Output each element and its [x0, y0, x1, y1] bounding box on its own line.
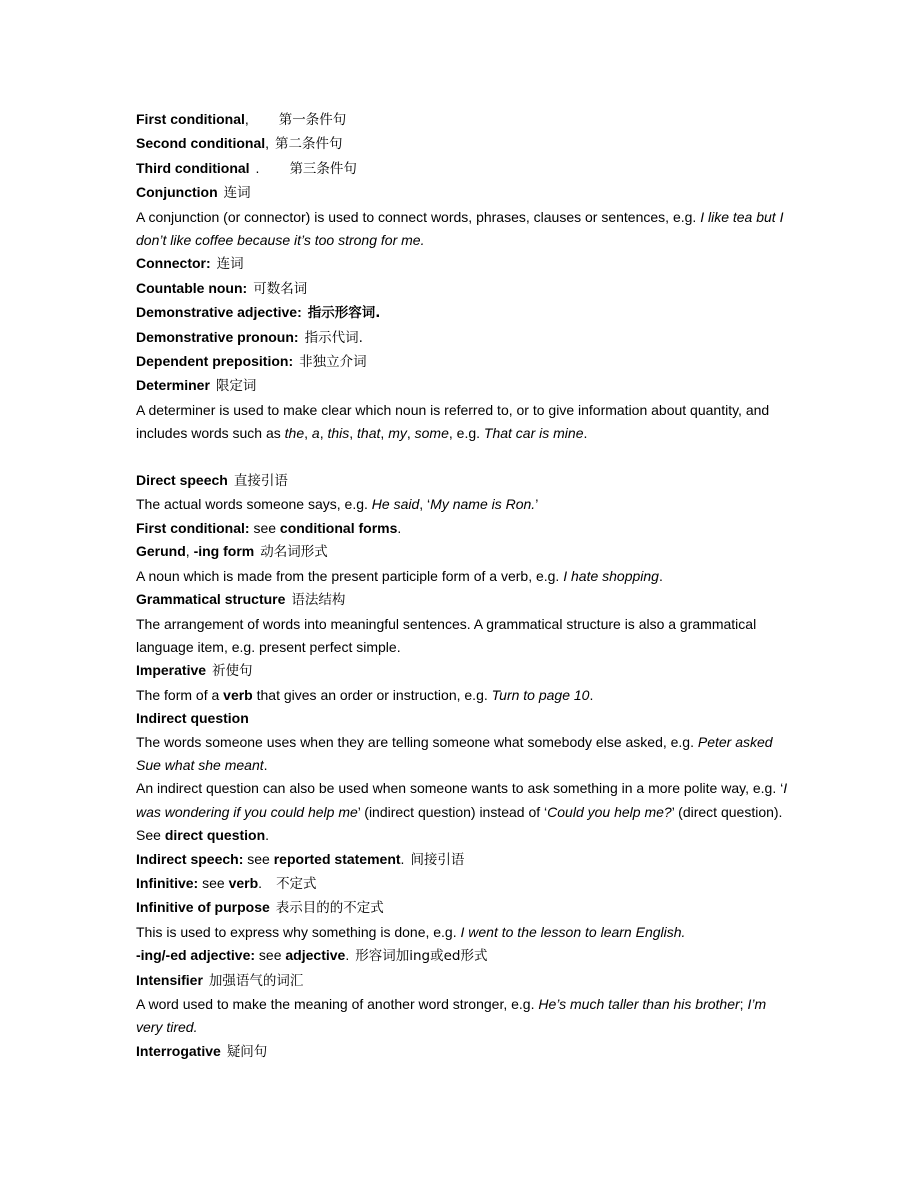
- definition-imperative: The form of a verb that gives an order or instruction, e.g. Turn to page 10.: [136, 686, 594, 703]
- definition-text: that gives an order or instruction, e.g.: [252, 686, 492, 703]
- definition-text: A determiner is used to make clear which noun is referred to, or to give information about quantity, and includes words such as: [136, 401, 770, 442]
- definition-indirect-question-2: [136, 777, 796, 824]
- definition-text: The form of a: [136, 686, 224, 703]
- term: Second conditional: [136, 135, 266, 152]
- entry-infinitive: Infinitive: see verb. 不定式: [136, 874, 317, 892]
- term: Indirect speech:: [136, 850, 244, 867]
- entry-direct-speech: [136, 469, 796, 493]
- definition-text: A noun which is made from the present participle form of a verb, e.g.: [136, 567, 564, 584]
- example: I hate shopping: [563, 567, 659, 584]
- cross-reference: verb: [223, 686, 253, 703]
- term: Connector:: [136, 255, 211, 272]
- entry-demonstrative-adjective: [136, 301, 796, 325]
- example: I’m very tired.: [136, 996, 767, 1036]
- definition-infinitive-of-purpose: [136, 921, 796, 944]
- translation: 动名词形式: [260, 544, 328, 561]
- definition-text: A word used to make the meaning of another word stronger, e.g.: [136, 996, 539, 1013]
- entry-third-conditional: [136, 157, 796, 181]
- term: Imperative: [136, 662, 207, 679]
- term: Gerund: [136, 543, 186, 560]
- example-word: my: [388, 425, 407, 442]
- example: Turn to page 10: [491, 686, 590, 703]
- punct: .: [255, 159, 260, 176]
- term: Interrogative: [136, 1042, 221, 1059]
- entry-intensifier: [136, 969, 796, 993]
- term: Countable noun:: [136, 279, 248, 296]
- term: -ing form: [193, 543, 255, 560]
- translation: 非独立介词: [299, 354, 367, 371]
- entry-grammatical-structure: [136, 588, 796, 612]
- translation: 语法结构: [291, 592, 346, 609]
- entry-first-conditional-see: First conditional: see conditional forms.: [136, 519, 402, 536]
- definition-text: The actual words someone says, e.g.: [136, 496, 372, 513]
- example-word: some: [414, 425, 449, 442]
- definition-text: This is used to express why something is done, e.g.: [136, 923, 461, 940]
- example: Could you help me?: [547, 803, 672, 820]
- translation: 限定词: [215, 378, 257, 395]
- term: Conjunction: [136, 184, 218, 201]
- translation: 疑问句: [226, 1043, 268, 1060]
- definition-text: The arrangement of words into meaningful sentences. A grammatical structure is also a grammatical language item, e.g. present perfect simple.: [136, 615, 757, 655]
- see-text: see: [255, 947, 286, 964]
- term: Demonstrative pronoun:: [136, 328, 299, 345]
- entry-indirect-speech: Indirect speech: see reported statement. 间接引语: [136, 850, 465, 868]
- example: He said: [371, 496, 420, 513]
- entry-determiner: [136, 374, 796, 398]
- term: Demonstrative adjective:: [136, 304, 302, 321]
- punct: ,: [244, 111, 249, 127]
- definition-text: ’ (indirect question) instead of ‘: [357, 803, 548, 820]
- cross-reference: reported statement: [273, 850, 401, 867]
- translation: 第二条件句: [275, 136, 343, 153]
- term: Infinitive:: [136, 874, 199, 891]
- example: My name is Ron.: [430, 496, 536, 513]
- definition-intensifier: A word used to make the meaning of another word stronger, e.g. He’s much taller than his brother; I’m very tired.: [136, 996, 767, 1036]
- cross-reference: conditional forms: [279, 519, 398, 536]
- cross-reference: adjective: [285, 947, 346, 964]
- example: That car is mine: [483, 425, 584, 442]
- entry-demonstrative-pronoun: [136, 326, 796, 350]
- see-text: see: [249, 519, 280, 536]
- definition-text: ’ (direct question).: [671, 803, 783, 820]
- term: Grammatical structure: [136, 591, 286, 608]
- definition-text: An indirect question can also be used when someone wants to ask something in a more polite way, e.g. ‘: [136, 780, 784, 797]
- translation: 直接引语: [233, 473, 288, 490]
- translation: 形容词加ing或ed形式: [355, 948, 488, 965]
- example: ’s much taller than his brother: [556, 996, 740, 1013]
- spacer: [136, 446, 796, 469]
- definition-determiner: A determiner is used to make clear which noun is referred to, or to give information about quantity, and includes words such as the, a, this, that, my, some, e.g. That car is mine.: [136, 401, 770, 442]
- translation: 第三条件句: [289, 160, 357, 177]
- example-word: the: [284, 425, 305, 442]
- definition-text: A conjunction (or connector) is used to connect words, phrases, clauses or sentences, e.g.: [136, 208, 701, 225]
- translation: 指示代词.: [304, 329, 363, 346]
- translation: 加强语气的词汇: [208, 972, 304, 989]
- entry-first-conditional: [136, 108, 796, 132]
- example: I went to the lesson to learn English.: [460, 923, 686, 940]
- example: I like tea but I don’t like coffee because it’s too strong for me.: [136, 208, 784, 249]
- translation: 间接引语: [410, 851, 465, 868]
- term: Determiner: [136, 377, 210, 394]
- entry-second-conditional: [136, 132, 796, 156]
- term: First conditional: [136, 111, 245, 127]
- translation: 第一条件句: [278, 112, 347, 128]
- example: Peter asked Sue what she meant: [136, 733, 773, 773]
- term: Intensifier: [136, 971, 203, 988]
- cross-reference: direct question: [164, 827, 266, 844]
- term: Dependent preposition:: [136, 353, 294, 370]
- example-word: a: [311, 425, 320, 442]
- entry-countable-noun: [136, 277, 796, 301]
- glossary-page: [136, 108, 796, 1064]
- see-text: See: [136, 827, 165, 844]
- term: Infinitive of purpose: [136, 899, 270, 916]
- translation: 不定式: [276, 875, 317, 892]
- example: He: [538, 996, 557, 1013]
- term: First conditional:: [136, 519, 250, 536]
- example-word: that: [357, 425, 381, 442]
- translation: 连词: [216, 256, 244, 273]
- term: -ing/-ed adjective:: [136, 947, 256, 964]
- see-text: see: [198, 874, 229, 891]
- translation: 祈使句: [212, 663, 253, 680]
- punct: ,: [265, 135, 270, 152]
- definition-indirect-question: The words someone uses when they are telling someone what somebody else asked, e.g. Peter asked Sue what she meant.: [136, 733, 773, 773]
- see-text: see: [243, 850, 274, 867]
- entry-connector: [136, 252, 796, 276]
- entry-imperative: [136, 659, 796, 683]
- entry-ing-ed-adjective: -ing/-ed adjective: see adjective. 形容词加ing或ed形式: [136, 947, 488, 965]
- translation: 可数名词: [253, 280, 308, 297]
- term: Indirect question: [136, 710, 249, 727]
- see-also-indirect-question: See direct question.: [136, 827, 270, 844]
- example: I was wondering if you could help me: [136, 780, 788, 820]
- definition-conjunction: [136, 206, 796, 253]
- term: Direct speech: [136, 472, 228, 489]
- entry-indirect-question: [136, 707, 796, 730]
- term: Third conditional: [136, 159, 250, 176]
- entry-gerund: Gerund, -ing form 动名词形式: [136, 543, 328, 561]
- definition-text: The words someone uses when they are telling someone what somebody else asked, e.g.: [136, 733, 698, 750]
- entry-infinitive-of-purpose: [136, 896, 796, 920]
- definition-gerund: A noun which is made from the present participle form of a verb, e.g. I hate shopping.: [136, 567, 663, 584]
- translation: 指示形容词.: [307, 305, 381, 322]
- definition-grammatical-structure: [136, 613, 796, 660]
- entry-conjunction: [136, 181, 796, 205]
- definition-text: , e.g.: [448, 425, 484, 442]
- cross-reference: verb: [228, 874, 259, 891]
- definition-direct-speech: The actual words someone says, e.g. He said, ‘My name is Ron.’: [136, 496, 539, 513]
- translation: 连词: [223, 185, 251, 202]
- example-word: this: [327, 425, 350, 442]
- translation: 表示目的的不定式: [275, 900, 384, 917]
- entry-interrogative: [136, 1040, 796, 1064]
- entry-dependent-preposition: [136, 350, 796, 374]
